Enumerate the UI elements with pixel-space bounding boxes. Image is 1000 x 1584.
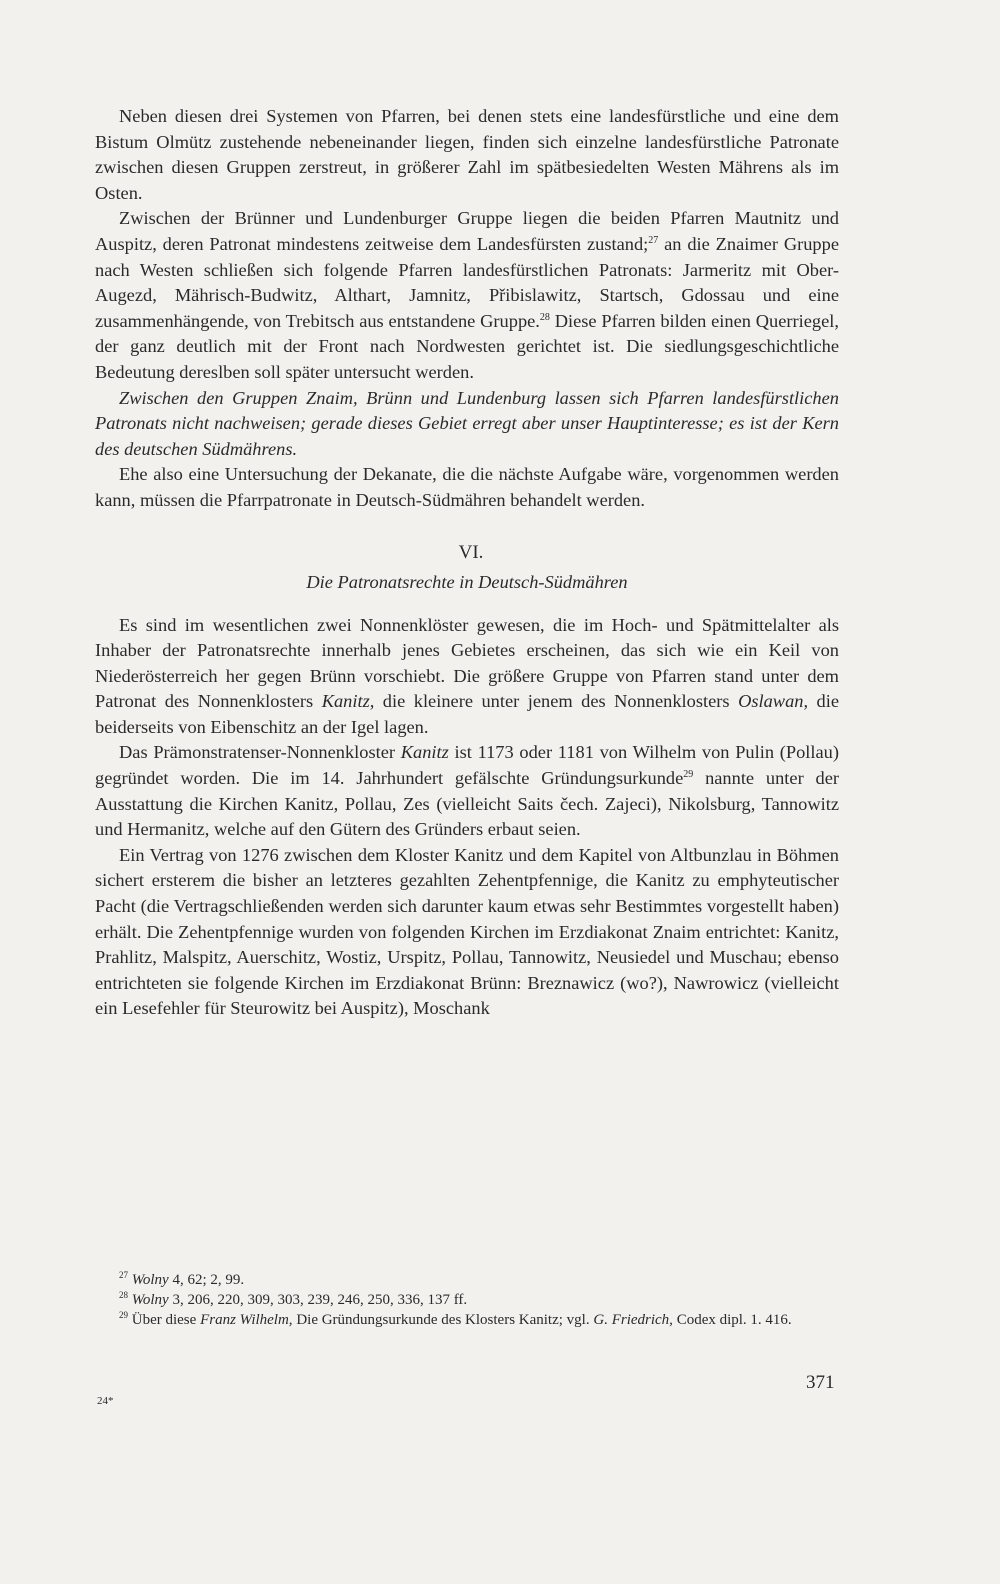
footnote-text: 4, 62; 2, 99. (168, 1272, 245, 1288)
footnote-ref-27: 27 (648, 234, 659, 246)
section-paragraph-2 (95, 740, 839, 842)
paragraph-1: Neben diesen drei Systemen von Pfarren, bei denen stets eine landesfürstliche und eine dem Bistum Olmütz zustehende nebeneinander liegen, finden sich einzelne landesfürstliche Patronate zwischen diesen Gruppen zerstreut, in größerer Zahl im spätbesiedelten Westen Mährens als im Osten. (95, 106, 839, 203)
section-paragraph-1-part-c: die beiderseits von Eibenschitz an der Igel lagen. (95, 691, 840, 737)
oslawan-emphasis: Oslawan, (738, 691, 809, 712)
footnote-ref-29: 29 (683, 769, 694, 781)
footnote-ref-28: 28 (539, 311, 550, 323)
footnote-29 (95, 1310, 839, 1330)
paragraph-2-part-c: Diese Pfarren bilden einen Querriegel, der ganz deutlich mit der Front nach Nordwesten gerichtet ist. Die siedlungsgeschichtliche Bedeutung dereslben soll später untersucht werden. (95, 310, 839, 382)
footnote-author: Wolny (131, 1292, 169, 1308)
footnote-number: 27 (119, 1270, 128, 1280)
page-number: 371 (806, 1372, 835, 1393)
footnote-28 (95, 1290, 839, 1310)
section-number: VI. (458, 541, 484, 563)
footnote-27 (95, 1270, 839, 1290)
footnote-number: 28 (119, 1290, 128, 1300)
paragraph-2-part-a: Zwischen der Brünner und Lundenburger Gruppe liegen die beiden Pfarren Mautnitz und Auspitz, deren Patronat mindestens zeitweise dem Landesfürsten zustand; (95, 208, 839, 254)
footnote-text: 3, 206, 220, 309, 303, 239, 246, 250, 336, 137 ff. (168, 1292, 468, 1308)
section-paragraph-1 (95, 613, 839, 741)
footnote-text-mid: Die Gründungsurkunde des Klosters Kanitz; vgl. (292, 1312, 594, 1328)
kanitz-emphasis-2: Kanitz (400, 742, 449, 763)
footnote-author: Wolny (131, 1272, 169, 1288)
section-title: Die Patronatsrechte in Deutsch-Südmähren (306, 571, 628, 592)
paragraph-2 (95, 206, 839, 385)
footnote-text-post: Codex dipl. 1. 416. (672, 1312, 792, 1328)
section-paragraph-2-part-a: Das Prämonstratenser-Nonnenkloster (119, 742, 401, 763)
kanitz-emphasis: Kanitz, (321, 691, 375, 712)
printer-signature: 24* (97, 1395, 114, 1407)
section-paragraph-2-part-b: ist 1173 oder 1181 von Wilhelm von Pulin (Pollau) gegründet worden. Die im 14. Jahrhundert gefälschte Gründungsurkunde (95, 742, 839, 789)
footnote-number: 29 (119, 1310, 128, 1320)
footnote-text-pre: Über diese (131, 1312, 201, 1328)
section-paragraph-3: Ein Vertrag von 1276 zwischen dem Kloster Kanitz und dem Kapitel von Altbunzlau in Böhmen sichert ersterem die bisher an letzteres gezahlten Zehentpfennige, die Kanitz zu emphyteutischer Pacht (die Vertragschließenden werden sich darunter kaum etwas sehr Bestimmtes vorgestellt haben) erhält. Die Zehentpfennige wurden von folgenden Kirchen im Erzdiakonat Znaim entrichtet: Kanitz, Prahlitz, Malspitz, Auerschitz, Wostiz, Urspitz, Pollau, Tannowitz, Neusiedel und Muschau; ebenso entrichteten sie folgende Kirchen im Erzdiakonat Brünn: Breznawicz (wo?), Nawrowicz (vielleicht ein Lesefehler für Steurowitz bei Auspitz), Moschank (95, 844, 839, 1019)
section-paragraph-2-part-c: nannte unter der Ausstattung die Kirchen Kanitz, Pollau, Zes (vielleicht Saits čech. Zajeci), Nikolsburg, Tannowitz und Hermanitz, welche auf den Gütern des Gründers erbaut seien. (95, 768, 839, 840)
paragraph-3-emphasis: Zwischen den Gruppen Znaim, Brünn und Lundenburg lassen sich Pfarren landesfürstlichen Patronats nicht nachweisen; gerade dieses Gebiet erregt aber unser Hauptinteresse; es ist der Kern des deutschen Südmährens. (95, 387, 839, 459)
footnote-author-2: G. Friedrich, (593, 1312, 673, 1328)
section-paragraph-1-part-a: Es sind im wesentlichen zwei Nonnenklöster gewesen, die im Hoch- und Spätmittelalter als Inhaber der Patronatsrechte innerhalb jenes Gebietes erscheinen, das sich wie ein Keil von Niederösterreich her gegen Brünn vorschiebt. Die größere Gruppe von Pfarren stand unter dem Patronat des Nonnenklosters (95, 614, 839, 712)
footnote-author: Franz Wilhelm, (200, 1312, 293, 1328)
footnotes (95, 1270, 839, 1330)
paragraph-4: Ehe also eine Untersuchung der Dekanate, die die nächste Aufgabe wäre, vorgenommen werden kann, müssen die Pfarrpatronate in Deutsch-Südmähren behandelt werden. (95, 464, 839, 510)
page-body (95, 104, 839, 1022)
paragraph-2-part-b: an die Znaimer Gruppe nach Westen schließen sich folgende Pfarren landesfürstlichen Patronats: Jarmeritz mit Ober-Augezd, Mährisch-Budwitz, Althart, Jamnitz, Přibislawitz, Startsch, Gdossau und eine zusammenhängende, von Trebitsch aus entstandene Gruppe. (95, 233, 839, 331)
section-paragraph-1-part-b: die kleinere unter jenem des Nonnenklosters (374, 691, 739, 712)
